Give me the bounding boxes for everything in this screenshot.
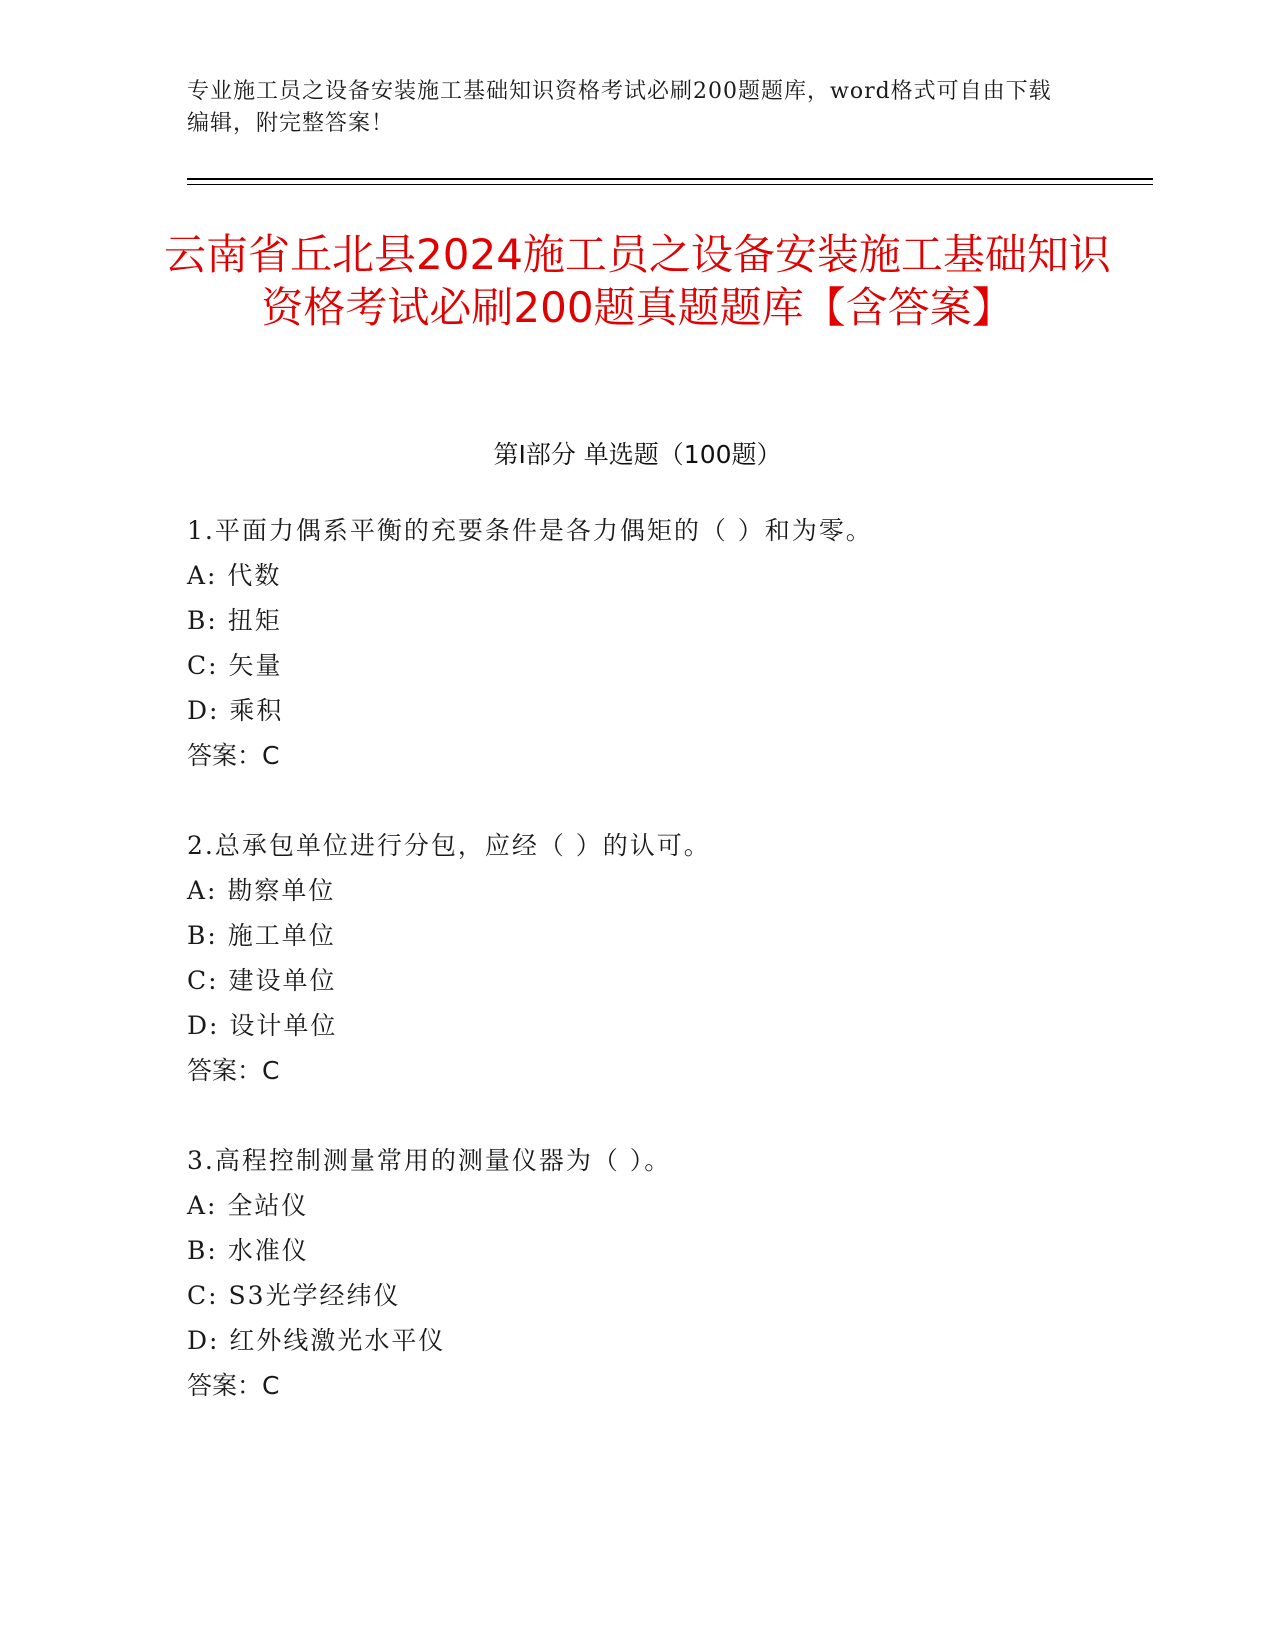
document-title: 云南省丘北县2024施工员之设备安装施工基础知识资格考试必刷200题真题题库【含答案】	[164, 230, 1111, 332]
option-c: C: 矢量	[187, 651, 283, 680]
question-3	[187, 1138, 1087, 1408]
header-note: 专业施工员之设备安装施工基础知识资格考试必刷200题题库，word格式可自由下载编辑，附完整答案！	[187, 79, 1052, 136]
section-title: 第Ⅰ部分 单选题（100题）	[493, 440, 782, 469]
option-d: D: 红外线激光水平仪	[187, 1326, 446, 1355]
question-answer: 答案：C	[187, 1056, 280, 1085]
option-c: C: S3光学经纬仪	[187, 1281, 401, 1310]
question-stem: 2.总承包单位进行分包，应经（ ）的认可。	[187, 831, 711, 860]
question-1	[187, 508, 1087, 778]
header-divider-thick	[187, 178, 1153, 180]
option-b: B: 施工单位	[187, 921, 336, 950]
question-stem: 1.平面力偶系平衡的充要条件是各力偶矩的（ ）和为零。	[187, 516, 873, 545]
option-c: C: 建设单位	[187, 966, 337, 995]
option-b: B: 扭矩	[187, 606, 282, 635]
question-answer: 答案：C	[187, 741, 280, 770]
option-b: B: 水准仪	[187, 1236, 309, 1265]
option-a: A: 代数	[187, 561, 282, 590]
question-2	[187, 823, 1087, 1093]
header-divider-thin	[187, 184, 1153, 185]
question-answer: 答案：C	[187, 1371, 280, 1400]
option-a: A: 全站仪	[187, 1191, 309, 1220]
option-d: D: 乘积	[187, 696, 284, 725]
option-a: A: 勘察单位	[187, 876, 336, 905]
option-d: D: 设计单位	[187, 1011, 338, 1040]
question-stem: 3.高程控制测量常用的测量仪器为（ ）。	[187, 1146, 672, 1175]
